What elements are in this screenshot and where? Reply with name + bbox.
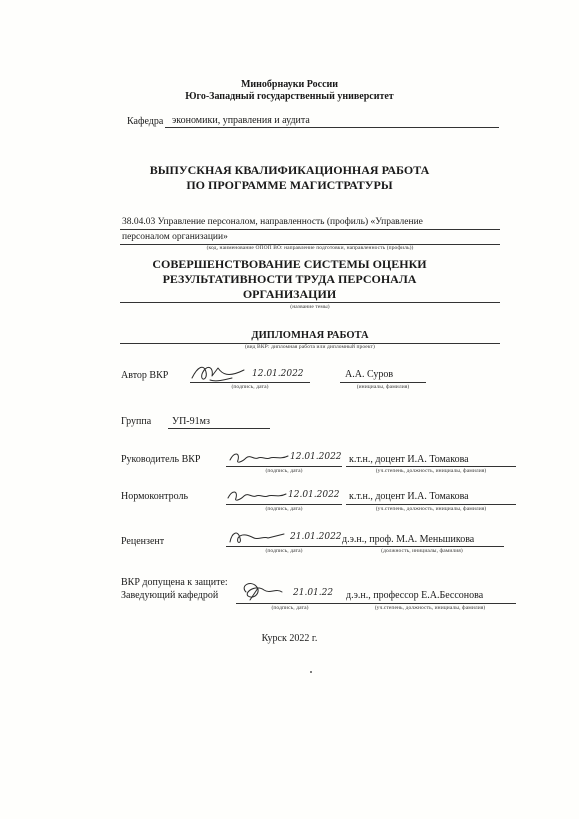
normcontrol-name-underline — [346, 504, 516, 505]
reviewer-date: 21.01.2022 — [290, 532, 342, 542]
normcontrol-name: к.т.н., доцент И.А. Томакова — [349, 491, 469, 502]
reviewer-label: Рецензент — [121, 536, 165, 547]
department-value: экономики, управления и аудита — [172, 115, 310, 126]
normcontrol-sign-underline — [226, 504, 342, 505]
supervisor-sign-caption: (подпись, дата) — [265, 468, 303, 474]
department-underline — [165, 127, 499, 128]
topic-underline — [120, 302, 500, 303]
supervisor-name: к.т.н., доцент И.А. Томакова — [349, 454, 469, 465]
head-signature — [236, 578, 286, 606]
head-of-department-label: Заведующий кафедрой — [121, 590, 219, 601]
topic-caption: (название темы) — [290, 304, 330, 310]
normcontrol-signature — [226, 486, 288, 506]
group-label: Группа — [121, 416, 152, 427]
work-type-line1: ВЫПУСКНАЯ КВАЛИФИКАЦИОННАЯ РАБОТА — [149, 163, 430, 177]
reviewer-signature — [228, 528, 286, 548]
scan-speck — [310, 671, 312, 673]
admission-label: ВКР допущена к защите: — [121, 577, 228, 588]
reviewer-name: д.э.н., проф. М.А. Меньшикова — [342, 534, 475, 545]
topic-line3: ОРГАНИЗАЦИИ — [242, 287, 337, 301]
city-year: Курск 2022 г. — [261, 633, 318, 644]
group-underline — [168, 428, 270, 429]
author-name-caption: (инициалы, фамилия) — [356, 384, 410, 390]
normcontrol-label: Нормоконтроль — [121, 491, 189, 502]
author-sign-underline — [190, 382, 310, 383]
normcontrol-date: 12.01.2022 — [288, 490, 340, 500]
author-sign-caption: (подпись, дата) — [231, 384, 269, 390]
university-name: Юго-Западный государственный университет — [185, 91, 394, 102]
program-caption: (код, наименование ОПОП ВО: направление подготовки, направленность (профиль)) — [206, 245, 414, 251]
reviewer-sign-caption: (подпись, дата) — [265, 548, 303, 554]
work-type-line2: ПО ПРОГРАММЕ МАГИСТРАТУРЫ — [186, 178, 393, 192]
head-sign-caption: (подпись, дата) — [271, 605, 309, 611]
reviewer-name-underline — [340, 546, 504, 547]
ministry-name: Минобрнауки России — [240, 79, 339, 90]
program-underline-1 — [120, 229, 500, 230]
author-date: 12.01.2022 — [252, 369, 304, 379]
author-name: А.А. Суров — [345, 369, 394, 380]
group-value: УП-91мз — [172, 416, 210, 427]
supervisor-label: Руководитель ВКР — [121, 454, 201, 465]
supervisor-name-underline — [346, 466, 516, 467]
program-line2: персоналом организации» — [122, 232, 228, 242]
supervisor-sign-underline — [226, 466, 342, 467]
work-kind-value: ДИПЛОМНАЯ РАБОТА — [251, 330, 369, 341]
normcontrol-sign-caption: (подпись, дата) — [265, 506, 303, 512]
work-kind-caption: (вид ВКР: дипломная работа или дипломный проект) — [245, 344, 375, 350]
head-sign-underline — [236, 603, 344, 604]
head-name-caption: (уч.степень, должность, инициалы, фамилия) — [374, 605, 486, 611]
reviewer-sign-underline — [226, 546, 342, 547]
head-date: 21.01.22 — [293, 588, 334, 598]
program-line1: 38.04.03 Управление персоналом, направленность (профиль) «Управление — [122, 217, 423, 227]
author-name-underline — [340, 382, 426, 383]
author-label: Автор ВКР — [121, 370, 169, 381]
head-name: д.э.н., профессор Е.А.Бессонова — [346, 590, 484, 601]
reviewer-name-caption: (должность, инициалы, фамилия) — [381, 548, 463, 554]
head-name-underline — [344, 603, 516, 604]
supervisor-date: 12.01.2022 — [290, 452, 342, 462]
topic-line1: СОВЕРШЕНСТВОВАНИЕ СИСТЕМЫ ОЦЕНКИ — [152, 257, 427, 271]
normcontrol-name-caption: (уч.степень, должность, инициалы, фамилия) — [375, 506, 487, 512]
topic-line2: РЕЗУЛЬТАТИВНОСТИ ТРУДА ПЕРСОНАЛА — [162, 272, 417, 286]
supervisor-signature — [228, 448, 290, 468]
supervisor-name-caption: (уч.степень, должность, инициалы, фамилия) — [375, 468, 487, 474]
department-label: Кафедра — [127, 116, 164, 127]
